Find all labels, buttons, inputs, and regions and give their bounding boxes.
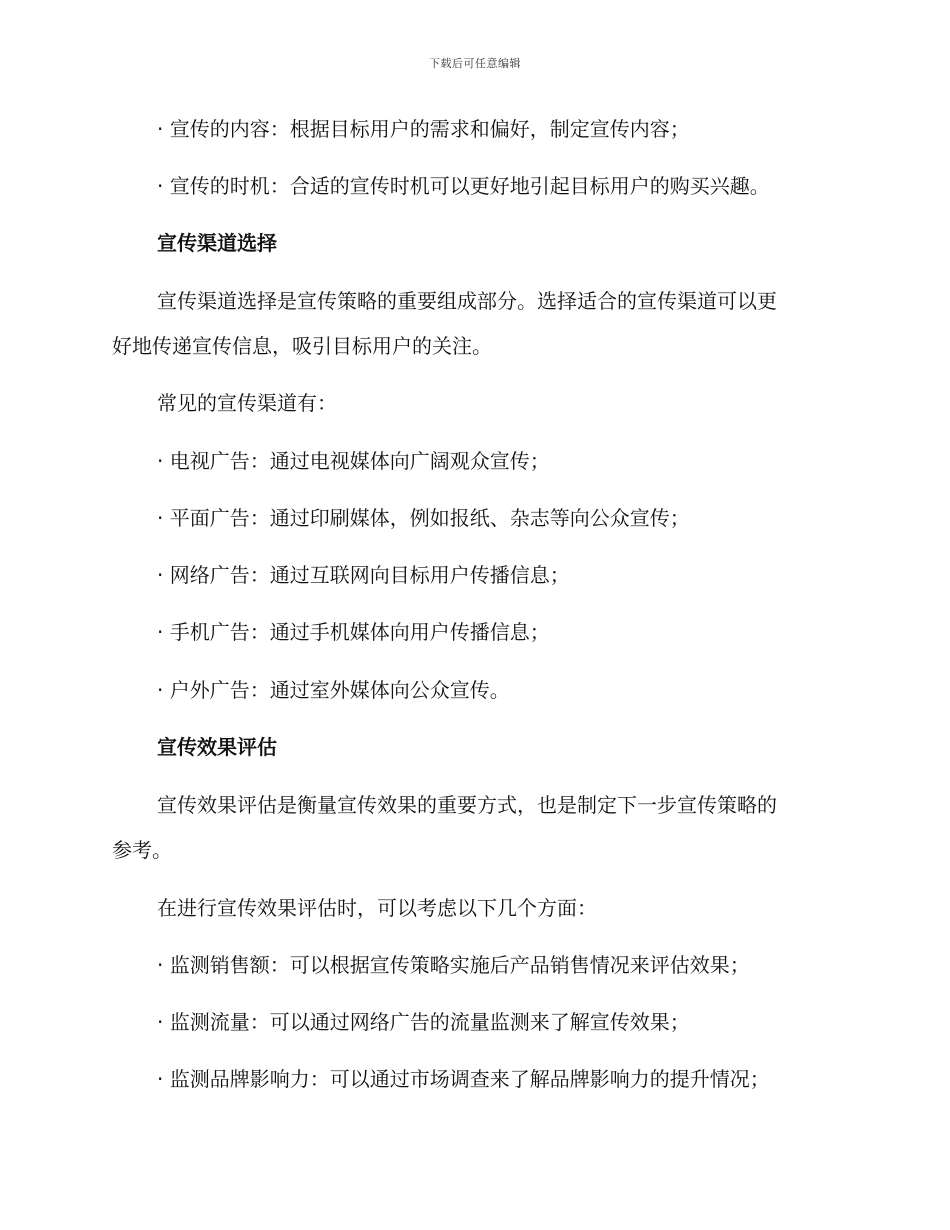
paragraph-evaluation-line1: 宣传效果评估是衡量宣传效果的重要方式，也是制定下一步宣传策略的 bbox=[157, 793, 777, 817]
section-heading-evaluation: 宣传效果评估 bbox=[157, 735, 277, 759]
paragraph-common-channels: 常见的宣传渠道有： bbox=[157, 391, 337, 415]
bullet-outdoor-ads: · 户外广告：通过室外媒体向公众宣传。 bbox=[157, 678, 510, 702]
bullet-tv-ads: · 电视广告：通过电视媒体向广阔观众宣传； bbox=[157, 449, 550, 473]
bullet-monitor-traffic: · 监测流量：可以通过网络广告的流量监测来了解宣传效果； bbox=[157, 1010, 690, 1034]
bullet-mobile-ads: · 手机广告：通过手机媒体向用户传播信息； bbox=[157, 620, 550, 644]
page-header-note: 下载后可任意编辑 bbox=[429, 57, 521, 70]
paragraph-evaluation-aspects: 在进行宣传效果评估时，可以考虑以下几个方面： bbox=[157, 896, 597, 920]
paragraph-evaluation-line2: 参考。 bbox=[112, 838, 172, 862]
paragraph-channels-line1: 宣传渠道选择是宣传策略的重要组成部分。选择适合的宣传渠道可以更 bbox=[157, 289, 777, 313]
bullet-print-ads: · 平面广告：通过印刷媒体，例如报纸、杂志等向公众宣传； bbox=[157, 506, 690, 530]
section-heading-channels: 宣传渠道选择 bbox=[157, 231, 277, 255]
bullet-monitor-sales: · 监测销售额：可以根据宣传策略实施后产品销售情况来评估效果； bbox=[157, 953, 750, 977]
bullet-web-ads: · 网络广告：通过互联网向目标用户传播信息； bbox=[157, 563, 570, 587]
bullet-monitor-brand: · 监测品牌影响力：可以通过市场调查来了解品牌影响力的提升情况； bbox=[157, 1067, 770, 1091]
bullet-timing: · 宣传的时机：合适的宣传时机可以更好地引起目标用户的购买兴趣。 bbox=[157, 174, 770, 198]
bullet-content: · 宣传的内容：根据目标用户的需求和偏好，制定宣传内容； bbox=[157, 117, 690, 141]
paragraph-channels-line2: 好地传递宣传信息，吸引目标用户的关注。 bbox=[112, 334, 492, 358]
